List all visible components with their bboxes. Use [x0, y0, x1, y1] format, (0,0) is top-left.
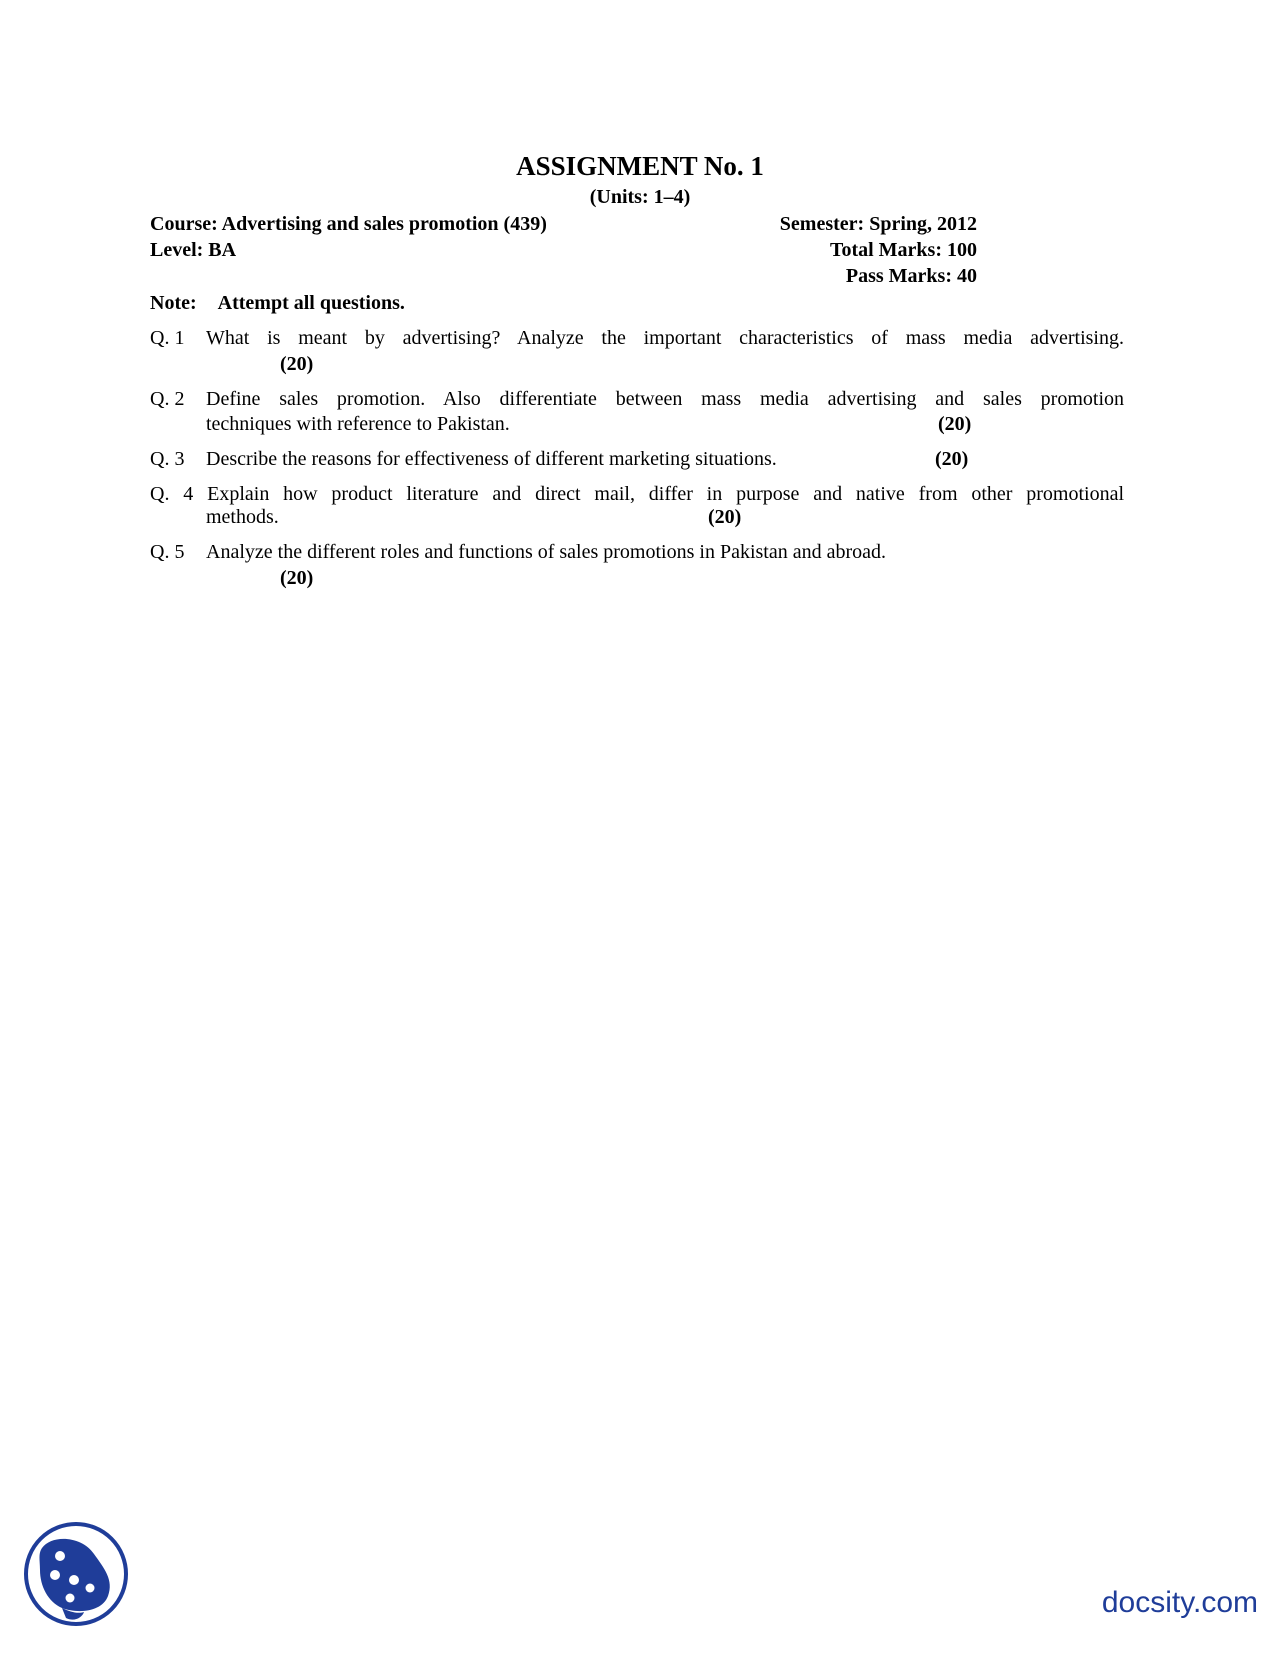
question-3-number: Q. 3: [150, 448, 185, 470]
units-subtitle: (Units: 1–4): [589, 186, 691, 208]
question-4-number: Q. 4: [150, 483, 194, 505]
question-5-marks: (20): [280, 567, 314, 589]
pass-marks: Pass Marks: 40: [845, 265, 977, 287]
docsity-brand-text[interactable]: docsity.com: [1101, 1586, 1258, 1619]
question-3-marks: (20): [935, 448, 969, 470]
note: [150, 291, 405, 315]
question-4-text: Explain how product literature and direct mail, differ in purpose and native from other promotional: [207, 483, 1125, 505]
semester-info: Semester: Spring, 2012: [779, 213, 977, 235]
total-marks: Total Marks: 100: [829, 239, 977, 261]
question-1-number: Q. 1: [150, 327, 185, 349]
question-2-number: Q. 2: [150, 388, 185, 410]
level-info: Level: BA: [150, 239, 237, 261]
question-5-text: Analyze the different roles and functions of sales promotions in Pakistan and abroad.: [206, 541, 887, 563]
note-text: Attempt all questions.: [217, 292, 405, 314]
question-2-text-line2: techniques with reference to Pakistan.: [206, 413, 510, 435]
docsity-logo-icon: [22, 1520, 130, 1628]
question-1-marks: (20): [280, 353, 314, 375]
question-5-number: Q. 5: [150, 541, 185, 563]
question-4-text-line2: methods.: [206, 506, 279, 528]
note-label: Note:: [150, 292, 197, 314]
question-1-text: What is meant by advertising? Analyze the important characteristics of mass media advertising.: [206, 327, 1124, 349]
question-2-text-line1: Define sales promotion. Also differentiate between mass media advertising and sales promotion: [206, 388, 1124, 410]
question-4-text-line1: [150, 482, 1124, 506]
question-2-marks: (20): [938, 413, 972, 435]
document-title: ASSIGNMENT No. 1: [516, 151, 764, 181]
question-3-text: Describe the reasons for effectiveness of different marketing situations.: [206, 448, 777, 470]
course-info: Course: Advertising and sales promotion (439): [150, 213, 547, 235]
question-4-marks: (20): [708, 506, 742, 528]
